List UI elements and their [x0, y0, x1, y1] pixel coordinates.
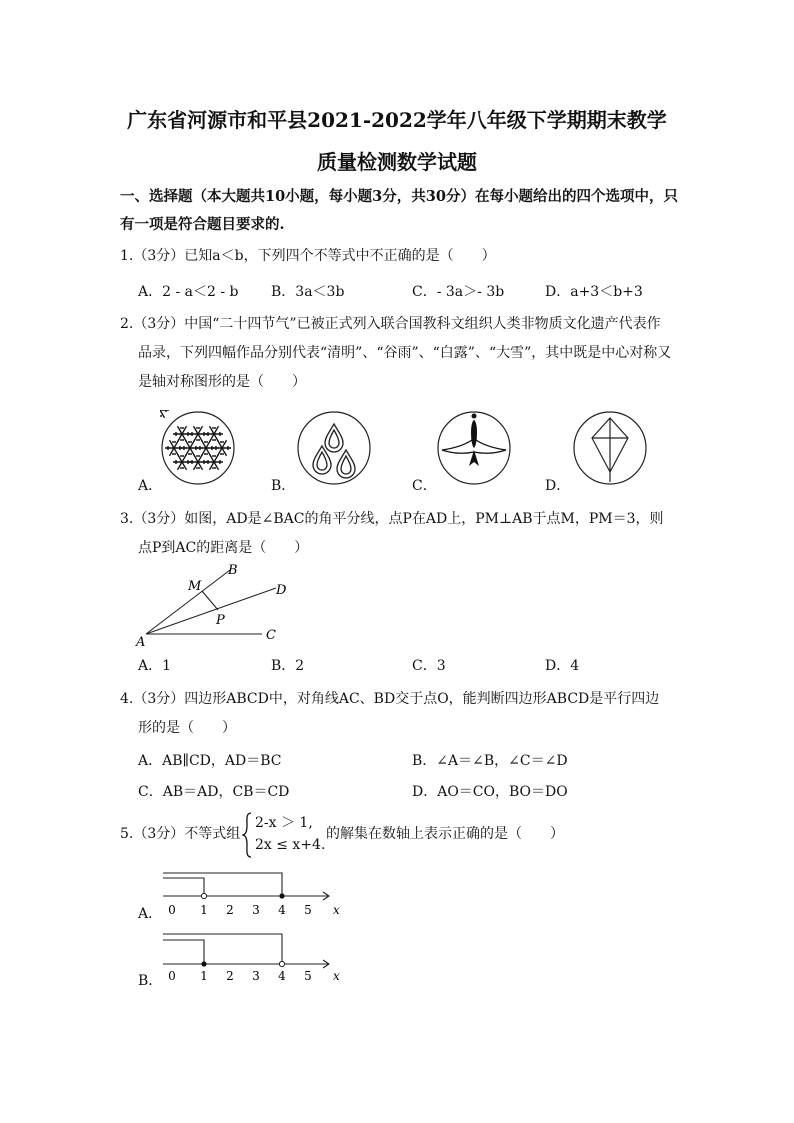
q4-option-c[interactable]: C．AB＝AD，CB＝CD: [138, 784, 290, 800]
label-b: B: [228, 563, 238, 578]
q1-option-d[interactable]: D．a+3＜b+3: [545, 284, 643, 300]
q2-option-b[interactable]: B．: [271, 478, 296, 494]
q2-option-c[interactable]: C．: [412, 478, 437, 494]
label-c: C: [266, 628, 276, 643]
bird-figure: [436, 410, 516, 490]
q1-option-a[interactable]: A．2 - a＜2 - b: [138, 284, 239, 300]
page-subtitle: 质量检测数学试题: [317, 150, 477, 174]
q3-option-c[interactable]: C．3: [412, 658, 446, 674]
raindrops-figure: [296, 410, 376, 490]
tick-label: 1: [200, 969, 208, 983]
tick-label: 3: [252, 969, 260, 983]
q3-option-a[interactable]: A．1: [138, 658, 172, 674]
q5-inequality-1: 2-x ＞ 1,: [255, 815, 313, 831]
q4-option-d[interactable]: D．AO＝CO，BO＝DO: [412, 784, 568, 800]
tick-label: 4: [278, 903, 286, 917]
system-brace: [242, 811, 252, 859]
section-heading-line1: 一、选择题（本大题共10小题，每小题3分，共30分）在每小题给出的四个选项中，只: [120, 188, 678, 205]
q3-option-d[interactable]: D．4: [545, 658, 580, 674]
q5-inequality-2: 2x ≤ x+4.: [255, 837, 326, 853]
section-heading-line2: 有一项是符合题目要求的.: [120, 216, 285, 233]
q4-stem-line1: 4.（3分）四边形ABCD中，对角线AC、BD交于点O，能判断四边形ABCD是平行四边: [120, 691, 660, 707]
q1-stem: 1.（3分）已知a＜b，下列四个不等式中不正确的是（ ）: [120, 248, 496, 264]
page-title: 广东省河源市和平县2021-2022学年八年级下学期期末教学: [127, 108, 667, 132]
q3-stem-line1: 3.（3分）如图，AD是∠BAC的角平分线，点P在AD上，PM⊥AB于点M，PM＝3，则: [120, 511, 664, 527]
number-line-a: [155, 866, 345, 922]
q2-option-a[interactable]: A．: [138, 478, 163, 494]
tick-label: 2: [226, 969, 234, 983]
q1-option-c[interactable]: C．- 3a＞- 3b: [412, 284, 505, 300]
tick-label: 0: [168, 903, 176, 917]
label-p: P: [216, 613, 225, 628]
label-d: D: [276, 583, 287, 598]
number-line-b: [155, 930, 345, 986]
axis-var: x: [333, 969, 340, 983]
axis-var: x: [333, 903, 340, 917]
q2-stem-line2: 品录，下列四幅作品分别代表“清明”、“谷雨”、“白露”、“大雪”，其中既是中心对称又: [138, 345, 672, 361]
tick-label: 3: [252, 903, 260, 917]
q2-option-d[interactable]: D．: [545, 478, 571, 494]
q1-option-b[interactable]: B．3a＜3b: [271, 284, 345, 300]
tick-label: 2: [226, 903, 234, 917]
tick-label: 4: [278, 969, 286, 983]
snowflake-figure: [160, 410, 240, 490]
q5-stem-prefix: 5.（3分）不等式组: [120, 826, 241, 842]
tick-label: 1: [200, 903, 208, 917]
q4-option-b[interactable]: B．∠A＝∠B，∠C＝∠D: [412, 753, 568, 769]
label-m: M: [188, 579, 202, 594]
q5-stem-suffix: 的解集在数轴上表示正确的是（ ）: [326, 826, 564, 842]
q4-stem-line2: 形的是（ ）: [138, 720, 236, 736]
q4-option-a[interactable]: A．AB∥CD，AD＝BC: [138, 753, 282, 769]
q5-option-b[interactable]: B．: [138, 973, 163, 989]
q3-option-b[interactable]: B．2: [271, 658, 305, 674]
angle-bisector-figure: [130, 558, 300, 650]
kite-figure: [572, 410, 652, 490]
q2-stem-line3: 是轴对称图形的是（ ）: [138, 374, 306, 390]
q3-stem-line2: 点P到AC的距离是（ ）: [138, 540, 309, 556]
tick-label: 0: [168, 969, 176, 983]
q5-option-a[interactable]: A．: [138, 906, 163, 922]
tick-label: 5: [304, 903, 312, 917]
q2-stem-line1: 2.（3分）中国“二十四节气”已被正式列入联合国教科文组织人类非物质文化遗产代表作: [120, 316, 661, 332]
tick-label: 5: [304, 969, 312, 983]
label-a: A: [136, 635, 146, 650]
